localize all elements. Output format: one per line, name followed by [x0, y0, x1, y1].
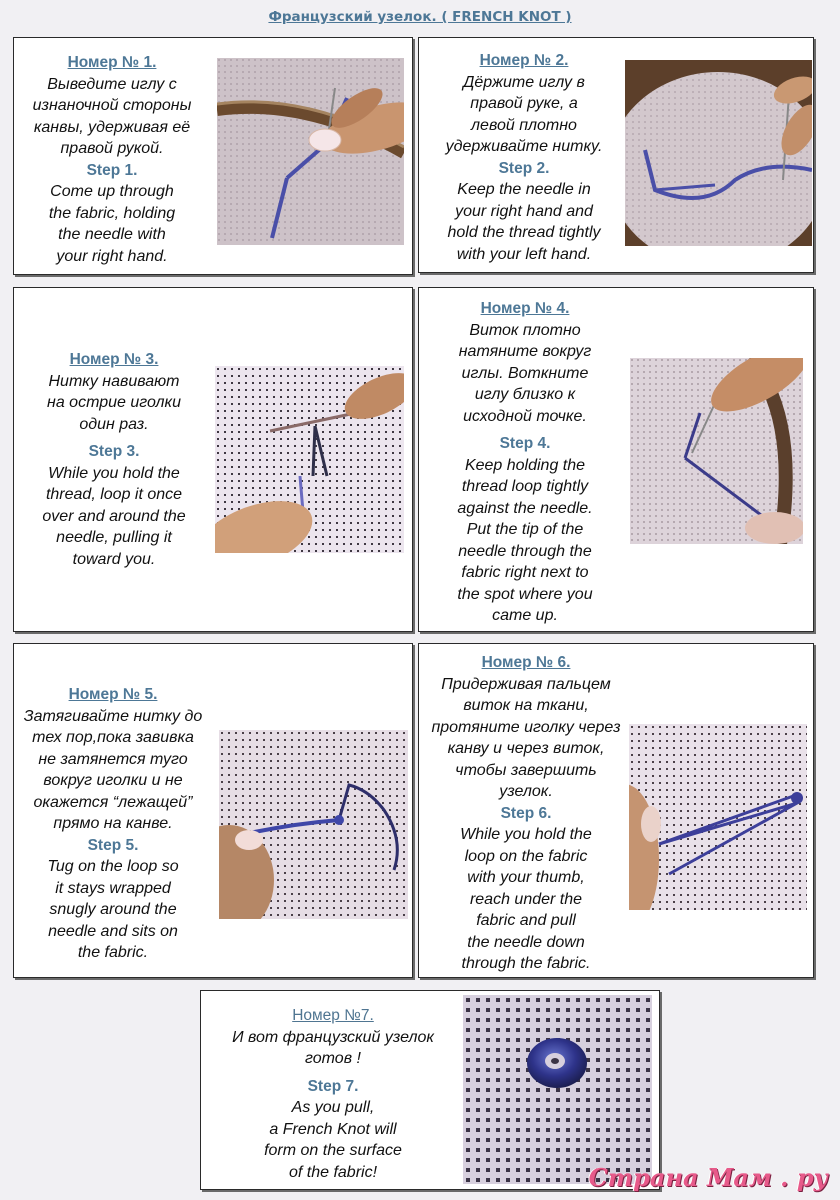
- step-photo-5: [219, 730, 408, 919]
- step-ru-label: Номер № 3.: [69, 351, 159, 368]
- step-en-line: thread loop tightly: [461, 478, 589, 495]
- step-en-line: it stays wrapped: [55, 879, 171, 897]
- step-en-line: needle, pulling it: [56, 529, 172, 546]
- step-en-label: Step 4.: [499, 435, 551, 452]
- step-ru-line: чтобы завершить: [455, 761, 597, 779]
- step-en-line: toward you.: [72, 550, 156, 568]
- step-ru-line: Выведите иглу с: [47, 75, 177, 93]
- step-ru-line: изнаночной стороны: [32, 97, 192, 114]
- step-photo-2: [625, 60, 812, 246]
- step-en-line: form on the surface: [264, 1142, 402, 1159]
- step-ru-line: протяните иголку через: [431, 718, 621, 736]
- step-ru-line: левой плотно: [471, 116, 577, 134]
- step-card-2: [418, 37, 814, 273]
- step-ru-label: Номер № 4.: [480, 300, 570, 317]
- step-card-6: [418, 643, 814, 978]
- step-ru-line: не затянется туго: [38, 750, 188, 768]
- step-ru-line: удерживайте нитку.: [445, 138, 603, 155]
- step-ru-line: правой руке, а: [470, 95, 578, 112]
- step-text-2: [419, 50, 629, 265]
- step-ru-label: Номер № 1.: [67, 54, 157, 71]
- step-text-3: [16, 349, 212, 570]
- step-en-line: your right hand.: [56, 247, 168, 265]
- step-photo-3: [215, 366, 404, 553]
- step-en-line: the fabric.: [77, 944, 149, 961]
- page-title: Французский узелок. ( FRENCH KNOT ): [268, 9, 572, 25]
- step-ru-line: канву и через виток,: [447, 740, 605, 757]
- step-card-5: [13, 643, 413, 978]
- step-text-1: [14, 52, 210, 267]
- step-ru-line: Затягивайте нитку до: [23, 707, 203, 725]
- step-ru-line: тех пор,пока завивка: [32, 729, 194, 746]
- step-photo-6: [629, 724, 807, 910]
- step-text-5: [14, 684, 212, 964]
- step-en-line: Come up through: [50, 183, 174, 200]
- step-en-line: While you hold the: [460, 826, 592, 843]
- step-en-line: against the needle.: [457, 499, 593, 517]
- step-en-line: fabric and pull: [476, 912, 576, 929]
- step-card-3: [13, 287, 413, 632]
- step-card-7: [200, 990, 660, 1190]
- step-text-6: [419, 652, 633, 975]
- step-en-line: through the fabric.: [461, 955, 591, 972]
- step-en-label: Step 1.: [86, 161, 138, 179]
- step-card-1: [13, 37, 413, 275]
- step-ru-line: иглу близко к: [474, 386, 576, 403]
- step-ru-line: один раз.: [79, 415, 149, 433]
- step-ru-line: окажется “лежащей”: [33, 793, 193, 811]
- step-ru-label: Номер № 2.: [479, 52, 569, 69]
- step-text-7: [201, 1005, 465, 1183]
- step-ru-line: прямо на канве.: [53, 815, 173, 832]
- step-en-line: the needle down: [467, 933, 585, 951]
- step-en-line: your right hand and: [455, 202, 593, 220]
- step-ru-line: исходной точке.: [463, 407, 587, 425]
- step-ru-line: И вот французский узелок: [232, 1028, 434, 1046]
- step-en-line: the needle with: [58, 226, 166, 243]
- step-ru-line: Придерживая пальцем: [441, 675, 611, 693]
- step-en-line: needle and sits on: [48, 922, 178, 940]
- watermark: Страна Мам . ру: [588, 1163, 828, 1192]
- step-photo-1: [217, 58, 404, 245]
- step-ru-line: готов !: [305, 1050, 361, 1067]
- step-en-label: Step 3.: [88, 443, 140, 460]
- step-ru-line: Нитку навивают: [48, 372, 180, 390]
- step-en-line: of the fabric!: [288, 1163, 378, 1181]
- step-en-line: thread, loop it once: [45, 486, 183, 503]
- step-en-label: Step 6.: [500, 804, 552, 822]
- step-en-line: over and around the: [42, 507, 186, 525]
- step-en-line: the fabric, holding: [48, 204, 176, 222]
- step-en-line: Tug on the loop so: [47, 858, 179, 875]
- step-card-4: [418, 287, 814, 632]
- step-en-line: As you pull,: [291, 1099, 375, 1116]
- step-en-line: with your thumb,: [467, 869, 585, 886]
- step-en-line: fabric right next to: [461, 564, 589, 581]
- step-ru-label: Номер №7.: [292, 1007, 374, 1024]
- step-ru-label: Номер № 6.: [481, 654, 571, 671]
- step-ru-line: натяните вокруг: [458, 343, 592, 360]
- step-en-line: hold the thread tightly: [447, 224, 601, 241]
- step-en-line: the spot where you: [457, 585, 593, 603]
- step-ru-line: вокруг иголки и не: [43, 772, 183, 789]
- step-ru-line: Дёржите иглу в: [463, 73, 585, 91]
- step-ru-label: Номер № 5.: [68, 686, 158, 703]
- step-en-line: Keep the needle in: [457, 181, 591, 198]
- step-en-line: loop on the fabric: [464, 847, 588, 865]
- step-en-label: Step 5.: [87, 836, 139, 854]
- step-en-line: reach under the: [469, 890, 583, 908]
- step-en-line: Keep holding the: [464, 456, 586, 474]
- step-en-line: While you hold the: [48, 464, 180, 482]
- step-ru-line: узелок.: [499, 783, 553, 800]
- step-ru-line: канвы, удерживая её: [33, 118, 191, 136]
- step-en-line: Put the tip of the: [466, 521, 584, 538]
- step-ru-line: иглы. Воткните: [461, 364, 589, 382]
- step-ru-line: на острие иголки: [47, 394, 181, 411]
- step-en-line: with your left hand.: [456, 245, 592, 263]
- step-en-label: Step 7.: [307, 1077, 359, 1095]
- step-en-line: needle through the: [458, 542, 592, 560]
- step-en-line: snugly around the: [49, 901, 177, 918]
- step-photo-7: [463, 995, 652, 1184]
- step-text-4: [419, 298, 631, 627]
- step-photo-4: [630, 358, 803, 544]
- step-ru-line: правой рукой.: [60, 140, 164, 157]
- step-ru-line: виток на ткани,: [463, 697, 589, 714]
- step-ru-line: Виток плотно: [469, 321, 581, 339]
- step-en-line: came up.: [492, 607, 558, 624]
- step-en-line: a French Knot will: [269, 1120, 397, 1138]
- step-en-label: Step 2.: [498, 159, 550, 177]
